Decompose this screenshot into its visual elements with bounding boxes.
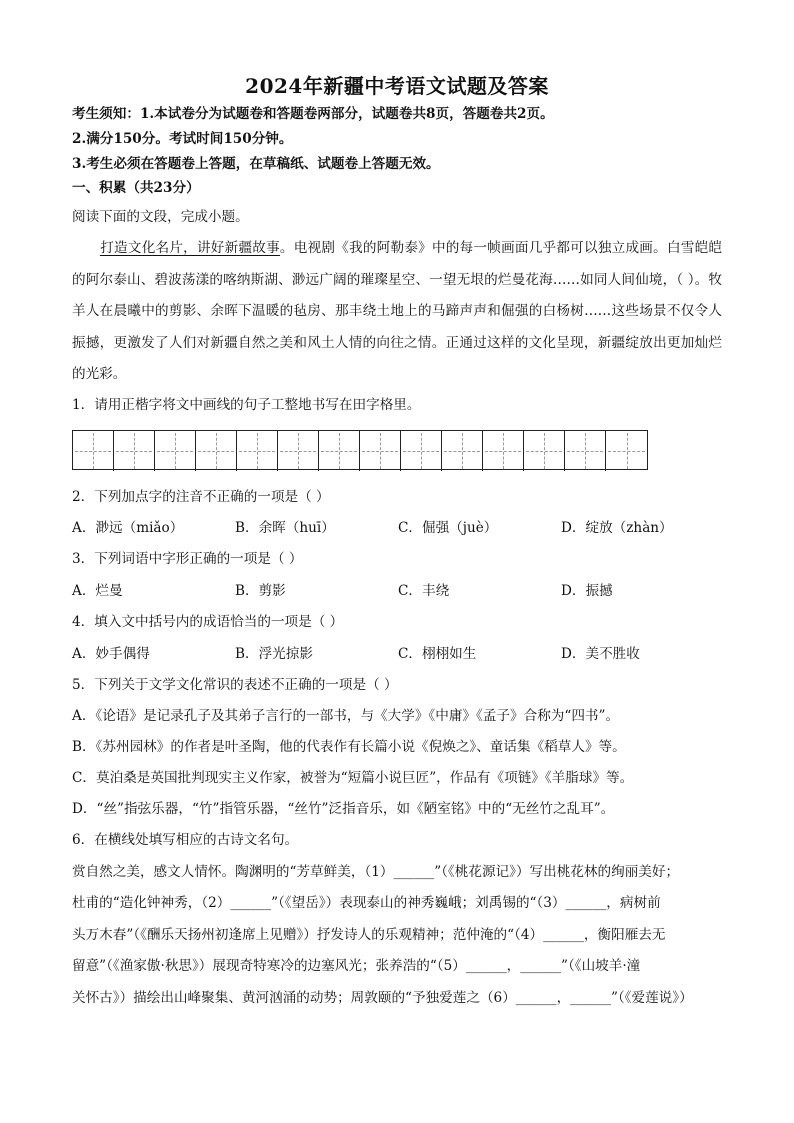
notice-line-2: 2.满分150分。考试时间150分钟。 [72,131,293,147]
q5-option-c: C．莫泊桑是英国批判现实主义作家，被誉为“短篇小说巨匠”，作品有《项链》《羊脂球》等。 [72,770,634,786]
grid-cell[interactable] [319,431,360,471]
grid-cell[interactable] [606,431,647,471]
grid-cell[interactable] [401,431,442,471]
question-4: 4．填入文中括号内的成语恰当的一项是（ ） [72,614,344,630]
question-2: 2．下列加点字的注音不正确的一项是（ ） [72,489,330,505]
q6-line-1: 赏自然之美，感文人情怀。陶渊明的“芳草鲜美，（1）______”（《桃花源记》）写出桃花林的绚丽美好； [72,864,680,880]
q5-option-a: A．《论语》是记录孔子及其弟子言行的一部书，与《大学》《中庸》《孟子》合称为“四书”。 [72,708,620,724]
grid-cell[interactable] [360,431,401,471]
q6-line-5: 关怀古》）描绘出山峰聚集、黄河汹涌的动势；周敦颐的“予独爱莲之（6）______，______”（《爱莲说》） [72,990,693,1006]
question-3-options [72,581,722,601]
grid-cell[interactable] [114,431,155,471]
option-b: B．余晖（huī） [235,520,335,536]
q6-line-2: 杜甫的“造化钟神秀，（2）______”（《望岳》）表现泰山的神秀巍峨；刘禹锡的“（3）______，病树前 [72,895,661,911]
tianzige-grid[interactable] [72,430,648,470]
page-title: 2024年新疆中考语文试题及答案 [245,74,549,98]
option-a: A．妙手偶得 [72,646,150,662]
option-b: B．剪影 [235,583,286,599]
notice-line-1: 考生须知：1.本试卷分为试题卷和答题卷两部分，试题卷共8页，答题卷共2页。 [72,106,554,122]
q6-line-4: 留意”（《渔家傲·秋思》）展现奇特寒冷的边塞风光；张养浩的“（5）______，______”（《山坡羊·潼 [72,958,641,974]
option-c: C．倔强（juè） [398,520,498,536]
option-b: B．浮光掠影 [235,646,313,662]
option-c: C．栩栩如生 [398,646,477,662]
option-a: A．烂曼 [72,583,123,599]
question-2-options [72,518,722,538]
q5-option-d: D．“丝”指弦乐器，“竹”指管乐器，“丝竹”泛指音乐，如《陋室铭》中的“无丝竹之乱耳”。 [72,801,615,817]
grid-cell[interactable] [278,431,319,471]
grid-cell[interactable] [565,431,606,471]
grid-cell[interactable] [73,431,114,471]
notice-line-3: 3.考生必须在答题卷上答题，在草稿纸、试题卷上答题无效。 [72,156,440,172]
reading-instruction: 阅读下面的文段，完成小题。 [72,209,249,225]
q5-option-b: B．《苏州园林》的作者是叶圣陶，他的代表作有长篇小说《倪焕之》、童话集《稻草人》等。 [72,739,626,755]
option-d: D．美不胜收 [561,646,640,662]
grid-cell[interactable] [196,431,237,471]
underlined-sentence: 打造文化名片，讲好新疆故事 [100,240,280,256]
option-a: A．渺远（miǎo） [72,520,184,536]
question-6: 6．在横线处填写相应的古诗文名句。 [72,832,299,848]
grid-cell[interactable] [483,431,524,471]
grid-cell[interactable] [524,431,565,471]
q6-line-3: 头万木春”（《酬乐天扬州初逢席上见赠》）抒发诗人的乐观精神；范仲淹的“（4）______，衡阳雁去无 [72,927,666,943]
grid-cell[interactable] [237,431,278,471]
grid-cell[interactable] [155,431,196,471]
option-d: D．绽放（zhàn） [561,520,673,536]
question-5: 5．下列关于文学文化常识的表述不正确的一项是（ ） [72,677,398,693]
option-d: D．振撼 [561,583,613,599]
passage-text: 。电视剧《我的阿勒泰》中的每一帧画面几乎都可以独立成画。白雪皑皑的阿尔泰山、碧波荡漾的喀纳斯湖、渺远广阔的璀璨星空、一望无垠的烂曼花海……如同人间仙境，（ ）。牧羊人在晨曦中的剪影、余晖下温暖的毡房、那丰绕土地上的马蹄声声和倔强的白杨树……这些场景不仅令人振撼，更激发了人们对新疆自然之美和风土人情的向往之情。正通过这样的文化呈现，新疆绽放出更加灿烂的光彩。 [72,240,723,382]
grid-cell[interactable] [442,431,483,471]
question-3: 3．下列词语中字形正确的一项是（ ） [72,551,303,567]
question-4-options [72,644,722,664]
question-1: 1．请用正楷字将文中画线的句子工整地书写在田字格里。 [72,397,421,413]
reading-passage [72,233,722,391]
option-c: C．丰绕 [398,583,450,599]
section-heading: 一、积累（共23分） [72,180,200,196]
